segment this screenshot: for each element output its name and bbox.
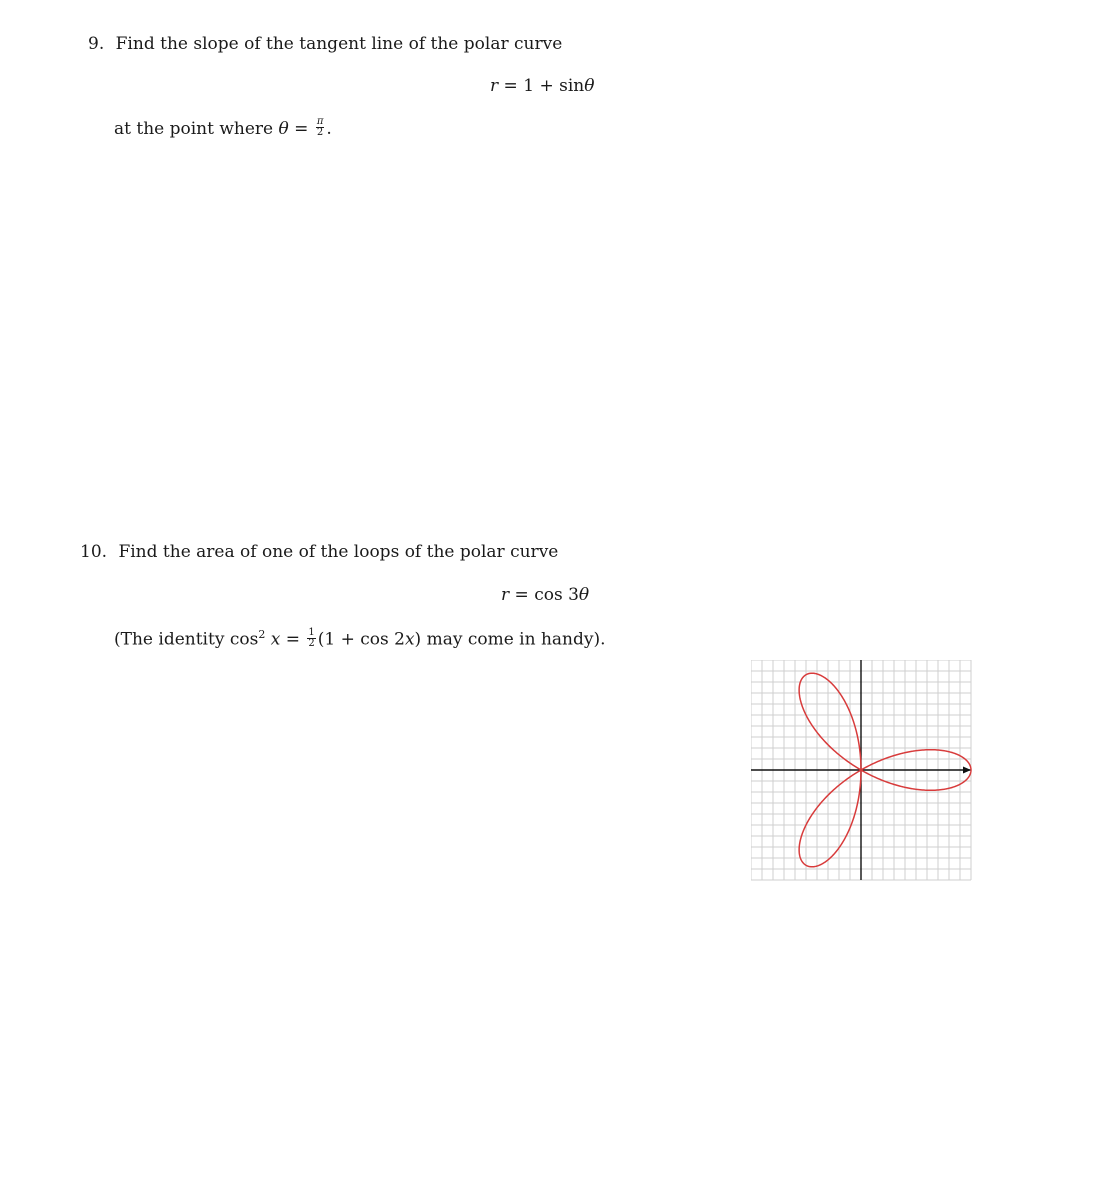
eq10-equals: = xyxy=(514,585,529,605)
eq10-var: θ xyxy=(578,585,590,605)
condition-denominator: 2 xyxy=(316,127,324,138)
hint-exponent: 2 xyxy=(258,628,266,641)
problem-9-prompt: Find the slope of the tangent line of the polar curve xyxy=(115,34,563,54)
problem-9-condition xyxy=(114,116,332,140)
condition-equals: = xyxy=(294,119,309,139)
hint-close: ) may come in handy). xyxy=(414,629,606,650)
condition-fraction xyxy=(316,117,325,138)
problem-10-equation xyxy=(501,585,589,605)
hint-denominator: 2 xyxy=(308,637,315,649)
problem-10-statement xyxy=(80,542,558,562)
eq9-func: sin xyxy=(559,76,585,96)
eq9-var: θ xyxy=(584,76,595,96)
problem-9-equation xyxy=(490,76,594,96)
eq10-lhs: r xyxy=(501,585,510,605)
eq9-plus: + xyxy=(539,76,554,96)
problem-9-number: 9. xyxy=(88,34,105,54)
hint-x2: x xyxy=(404,629,415,650)
x-axis-arrow-icon xyxy=(963,767,971,774)
condition-period: . xyxy=(326,119,332,139)
eq10-func: cos xyxy=(534,585,563,605)
condition-var: θ xyxy=(278,119,289,139)
hint-fraction xyxy=(307,628,315,649)
hint-open: (The identity cos xyxy=(114,629,259,650)
eq9-lhs: r xyxy=(490,76,499,96)
eq10-coef: 3 xyxy=(568,585,579,605)
eq9-one: 1 xyxy=(523,76,535,96)
hint-x: x xyxy=(270,629,281,650)
problem-10-number: 10. xyxy=(80,542,108,562)
condition-text: at the point where xyxy=(114,119,274,139)
problem-10-hint xyxy=(114,628,606,651)
polar-rose-graph xyxy=(751,660,973,882)
problem-9-statement xyxy=(88,34,562,54)
condition-numerator: π xyxy=(316,116,324,127)
problem-10-prompt: Find the area of one of the loops of the polar curve xyxy=(118,542,559,562)
hint-paren: (1 + cos 2 xyxy=(317,629,405,650)
eq9-equals: = xyxy=(503,76,518,96)
hint-equals: = xyxy=(285,629,300,650)
hint-numerator: 1 xyxy=(308,626,315,638)
